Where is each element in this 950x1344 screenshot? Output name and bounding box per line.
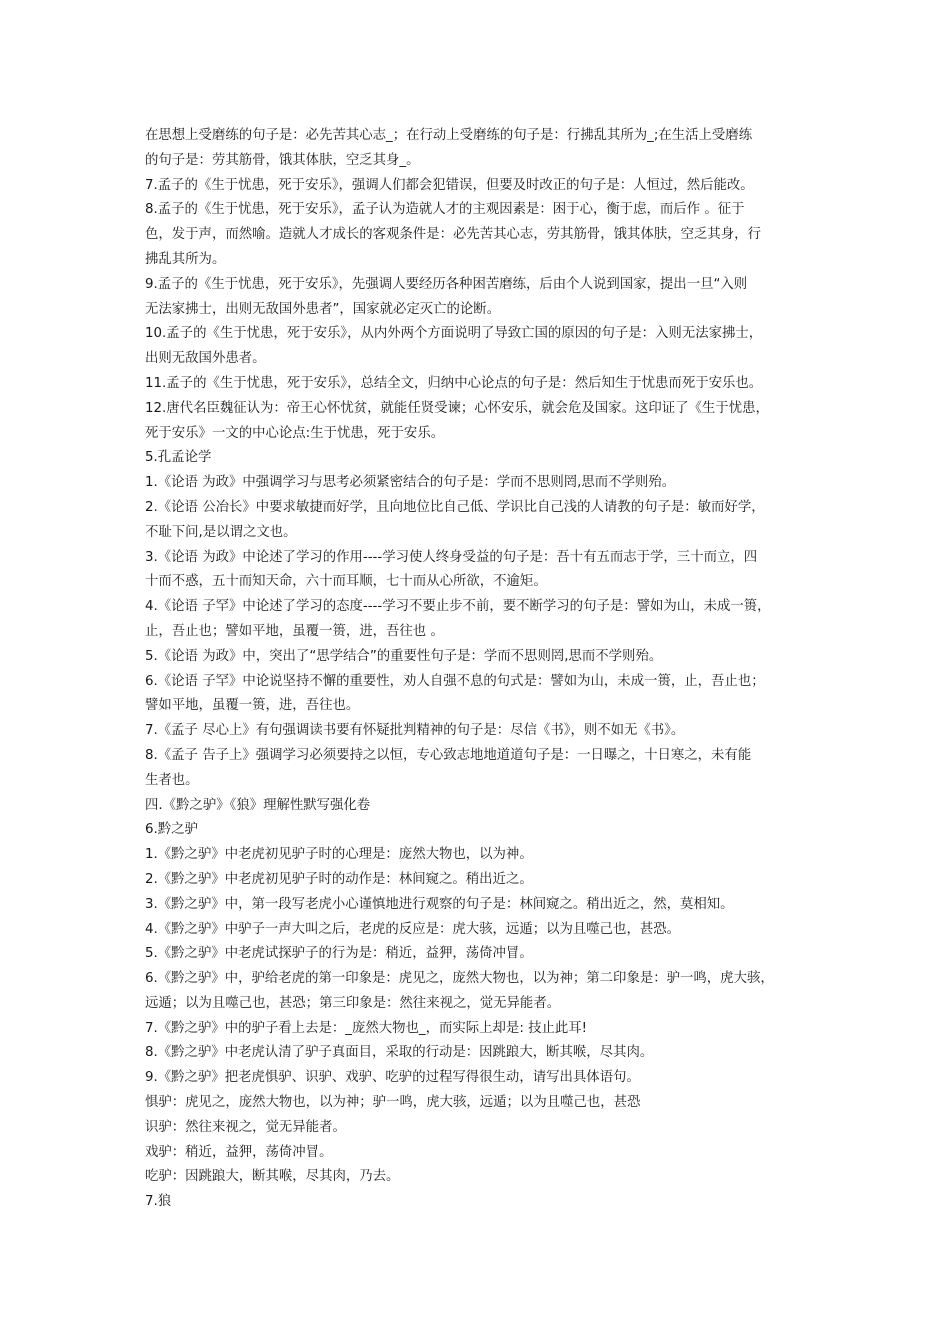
text-line: 6.《论语 子罕》中论说坚持不懈的重要性，劝人自强不息的句式是：譬如为山，未成一篑，止，吾止也； <box>145 673 765 689</box>
text-line: 7.狼 <box>145 1194 172 1210</box>
text-line: 5.《黔之驴》中老虎试探驴子的行为是：稍近，益狎，荡倚冲冒。 <box>145 946 533 962</box>
text-line: 远遁；以为且噬己也，甚恐；第三印象是：然往来视之，觉无异能者。 <box>145 995 561 1011</box>
text-line: 3.《黔之驴》中，第一段写老虎小心谨慎地进行观察的句子是：林间窥之。稍出近之，然，莫相知。 <box>145 896 734 912</box>
text-line: 生者也。 <box>145 772 199 788</box>
text-line: 吃驴：因跳踉大，断其喉，尽其肉，乃去。 <box>145 1169 400 1185</box>
text-line: 止，吾止也；譬如平地，虽覆一篑，进，吾往也 。 <box>145 623 444 639</box>
text-line: 死于安乐》一文的中心论点:生于忧患，死于安乐。 <box>145 425 445 441</box>
text-line: 十而不惑，五十而知天命，六十而耳顺，七十而从心所欲，不逾矩。 <box>145 574 547 590</box>
text-line: 6.黔之驴 <box>145 822 198 838</box>
text-line: 四.《黔之驴》《狼》理解性默写强化卷 <box>145 797 371 813</box>
text-line: 7.孟子的《生于忧患，死于安乐》，强调人们都会犯错误，但要及时改正的句子是：人恒过，然后能改。 <box>145 177 754 193</box>
text-line: 6.《黔之驴》中，驴给老虎的第一印象是：虎见之，庞然大物也，以为神；第二印象是：驴一鸣，虎大骇， <box>145 971 774 987</box>
text-line: 不耻下问,是以谓之文也。 <box>145 524 297 540</box>
text-line: 出则无敌国外患者。 <box>145 351 266 367</box>
text-line: 拂乱其所为。 <box>145 251 226 267</box>
text-line: 4.《论语 子罕》中论述了学习的态度----学习不要止步不前，要不断学习的句子是：譬如为山，未成一篑， <box>145 599 771 615</box>
text-line: 12.唐代名臣魏征认为：帝王心怀忧贫，就能任贤受谏；心怀安乐，就会危及国家。这印证了《生于忧患， <box>145 400 769 416</box>
text-line: 4.《黔之驴》中驴子一声大叫之后，老虎的反应是：虎大骇，远遁；以为且噬己也，甚恐。 <box>145 921 681 937</box>
text-line: 10.孟子的《生于忧患，死于安乐》，从内外两个方面说明了导致亡国的原因的句子是：入则无法家拂士， <box>145 326 763 342</box>
text-line: 譬如平地，虽覆一篑，进，吾往也。 <box>145 698 360 714</box>
text-line: 惧驴：虎见之，庞然大物也，以为神；驴一鸣，虎大骇，远遁；以为且噬己也，甚恐 <box>145 1095 641 1111</box>
text-line: 8.《黔之驴》中老虎认清了驴子真面目，采取的行动是：因跳踉大，断其喉，尽其肉。 <box>145 1045 654 1061</box>
text-line: 7.《黔之驴》中的驴子看上去是：_庞然大物也_，而实际上却是: 技止此耳! <box>145 1020 588 1036</box>
text-line: 8.《孟子 告子上》强调学习必须要持之以恒，专心致志地地道道句子是：一日曝之，十日寒之，未有能 <box>145 747 752 763</box>
text-line: 2.《黔之驴》中老虎初见驴子时的动作是：林间窥之。稍出近之。 <box>145 871 533 887</box>
text-line: 7.《孟子 尽心上》有句强调读书要有怀疑批判精神的句子是：尽信《书》，则不如无《书》。 <box>145 723 685 739</box>
text-line: 无法家拂士，出则无敌国外患者”，国家就必定灭亡的论断。 <box>145 301 501 317</box>
text-line: 9.《黔之驴》把老虎惧驴、识驴、戏驴、吃驴的过程写得很生动，请写出具体语句。 <box>145 1070 640 1086</box>
text-line: 戏驴：稍近，益狎，荡倚冲冒。 <box>145 1144 333 1160</box>
text-line: 5.孔孟论学 <box>145 450 212 466</box>
document-page <box>145 124 817 1215</box>
text-line: 2.《论语 公冶长》中要求敏捷而好学，且向地位比自己低、学识比自己浅的人请教的句子是：敏而好学， <box>145 499 765 515</box>
text-line: 8.孟子的《生于忧患，死于安乐》，孟子认为造就人才的主观因素是：困于心，衡于虑，而后作 。征于 <box>145 202 745 218</box>
text-line: 9.孟子的《生于忧患，死于安乐》，先强调人要经历各种困苦磨练，后由个人说到国家，提出一旦“入则 <box>145 276 748 292</box>
text-line: 1.《黔之驴》中老虎初见驴子时的心理是：庞然大物也，以为神。 <box>145 847 533 863</box>
text-line: 在思想上受磨练的句子是：必先苦其心志_；在行动上受磨练的句子是：行拂乱其所为_;在生活上受磨练 <box>145 128 753 143</box>
text-line: 识驴：然往来视之，觉无异能者。 <box>145 1119 346 1135</box>
text-line: 5.《论语 为政》中，突出了“思学结合”的重要性句子是：学而不思则罔,思而不学则殆。 <box>145 648 663 664</box>
text-line: 11.孟子的《生于忧患，死于安乐》，总结全文，归纳中心论点的句子是：然后知生于忧患而死于安乐也。 <box>145 375 763 391</box>
text-line: 1.《论语 为政》中强调学习与思考必须紧密结合的句子是：学而不思则罔,思而不学则殆。 <box>145 475 676 491</box>
text-line: 色，发于声，而然喻。造就人才成长的客观条件是：必先苦其心志，劳其筋骨，饿其体肤，空乏其身，行 <box>145 227 761 243</box>
text-line: 3.《论语 为政》中论述了学习的作用----学习使人终身受益的句子是：吾十有五而志于学，三十而立，四 <box>145 549 758 565</box>
text-line: 的句子是：劳其筋骨，饿其体肤，空乏其身_。 <box>145 152 420 168</box>
